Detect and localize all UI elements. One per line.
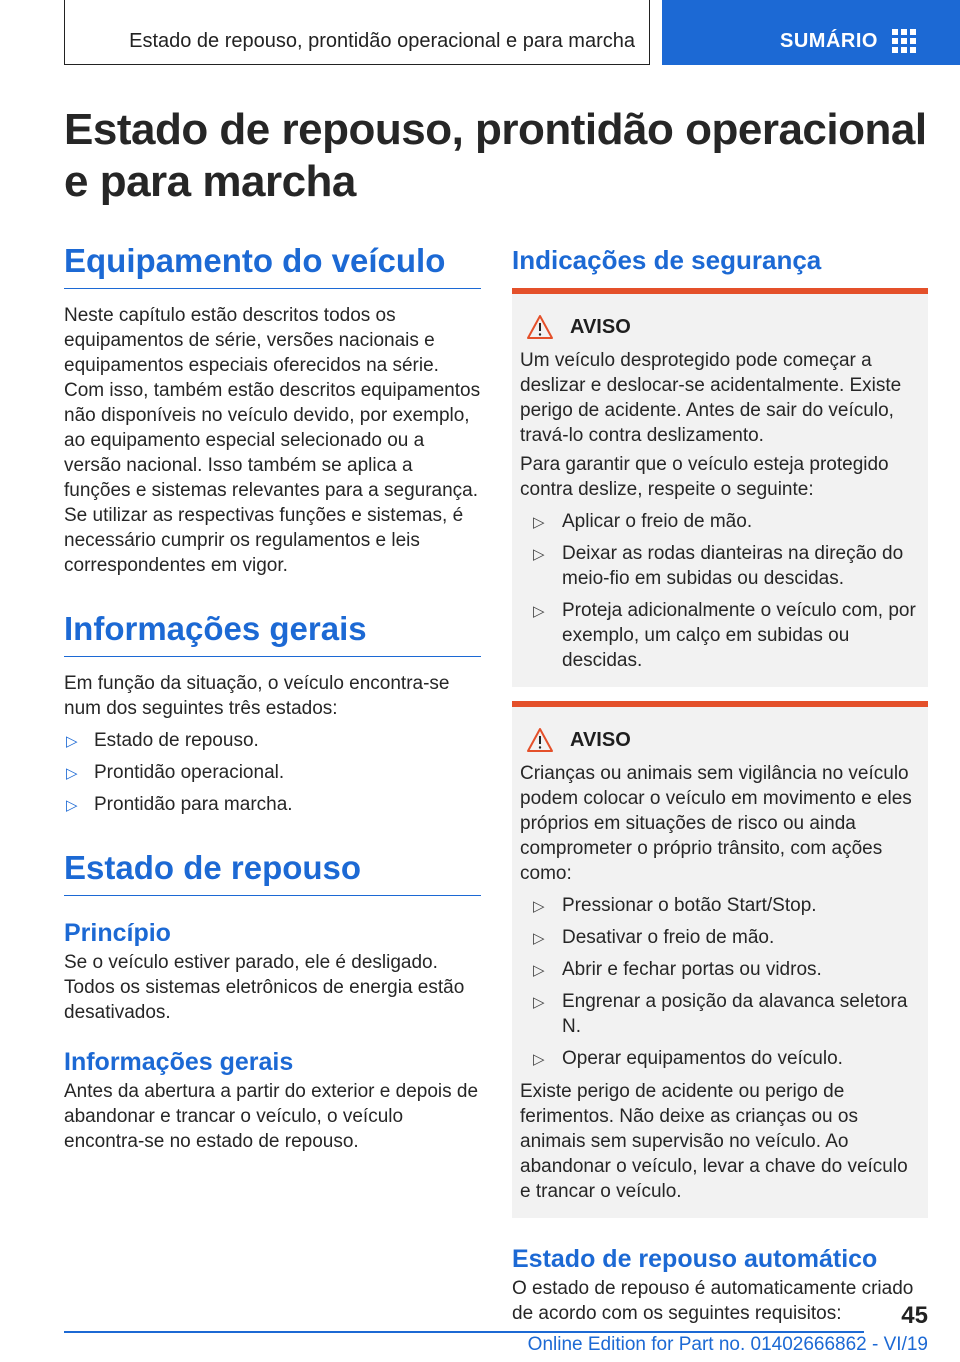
list-item: ▷ Prontidão operacional. (64, 760, 481, 785)
general-info-text: Em função da situação, o veículo encontra-se num dos seguintes três estados: (64, 673, 450, 719)
rest-state-heading: Estado de repouso (64, 847, 481, 896)
footer-edition: Online Edition for Part no. 01402666862 - VI/19 (527, 1334, 928, 1355)
principle-heading: Princípio (64, 919, 171, 947)
warning-title: AVISO (570, 728, 631, 751)
warning-box (512, 288, 928, 687)
warning-outro: Existe perigo de acidente ou perigo de ferimentos. Não deixe as crianças ou os animais sem supervisão no veículo. Ao abandonar o veículo, levar a chave do veículo e trancar o veículo. (520, 1081, 908, 1202)
auto-rest-text: O estado de repouso é automaticamente criado de acordo com os seguintes requisitos: (512, 1278, 914, 1324)
list-item: ▷ Abrir e fechar portas ou vidros. (520, 957, 920, 982)
triangle-bullet-icon: ▷ (533, 514, 545, 531)
general-info-heading: Informações gerais (64, 608, 481, 657)
triangle-bullet-icon: ▷ (66, 797, 78, 814)
triangle-bullet-icon: ▷ (533, 994, 545, 1011)
triangle-bullet-icon: ▷ (66, 733, 78, 750)
list-item: ▷ Engrenar a posição da alavanca seletora N. (533, 991, 908, 1037)
page-title: Estado de repouso, prontidão operacional e para marcha (64, 105, 927, 206)
equipment-heading: Equipamento do veículo (64, 240, 481, 289)
warning-triangle-icon (526, 314, 554, 340)
warning-triangle-icon (526, 727, 554, 753)
auto-rest-heading: Estado de repouso automático (512, 1245, 878, 1273)
triangle-bullet-icon: ▷ (533, 930, 545, 947)
general-heading: Informações gerais (64, 1048, 294, 1076)
triangle-bullet-icon: ▷ (533, 546, 545, 563)
triangle-bullet-icon: ▷ (66, 765, 78, 782)
triangle-bullet-icon: ▷ (533, 898, 545, 915)
list-item: ▷ Estado de repouso. (64, 728, 481, 753)
triangle-bullet-icon: ▷ (533, 1051, 545, 1068)
list-item: ▷ Desativar o freio de mão. (520, 925, 920, 950)
equipment-text: Neste capítulo estão descritos todos os equipamentos de série, versões nacionais e equipamentos especiais oferecidos na série. Com isso, também estão descritos equipamentos não disponíveis no veículo devido, por exemplo, ao equipamento especial selecionado ou a versão nacional. Isso também se aplica a funções e sistemas relevantes para a segurança. Se utilizar as respectivas funções e sistemas, é necessário cumprir os regulamentos e leis correspondentes em vigor. (64, 305, 481, 576)
left-column (64, 240, 481, 1154)
safety-heading: Indicações de segurança (512, 245, 822, 275)
right-column (512, 240, 928, 1326)
warning-box (512, 701, 928, 1218)
list-item: ▷ Prontidão para marcha. (64, 792, 481, 817)
header-section-title: Estado de repouso, prontidão operacional e para marcha (129, 30, 635, 52)
list-item: ▷ Pressionar o botão Start/Stop. (520, 893, 920, 918)
page-number: 45 (901, 1302, 928, 1329)
warning-intro: Para garantir que o veículo esteja protegido contra deslize, respeite o seguinte: (520, 454, 889, 500)
list-item: ▷ Operar equipamentos do veículo. (520, 1046, 920, 1071)
triangle-bullet-icon: ▷ (533, 962, 545, 979)
header-section-box (64, 0, 650, 65)
grid-menu-icon (892, 29, 916, 53)
warning-text: Um veículo desprotegido pode começar a deslizar e deslocar-se acidentalmente. Existe perigo de acidente. Antes de sair do veículo, travá-lo contra deslizamento. (520, 350, 902, 446)
general-text: Antes da abertura a partir do exterior e depois de abandonar e trancar o veículo, o veículo encontra-se no estado de repouso. (64, 1081, 479, 1152)
list-item: ▷ Deixar as rodas dianteiras na direção do meio-fio em subidas ou descidas. (533, 543, 904, 589)
warning-text: Crianças ou animais sem vigilância no veículo podem colocar o veículo em movimento e eles próprios em situações de risco ou ainda comprometer o próprio trânsito, com ações como: (520, 763, 912, 884)
toc-button-label: SUMÁRIO (780, 30, 878, 52)
footer-divider (64, 1331, 864, 1333)
toc-button[interactable] (662, 0, 960, 65)
principle-text: Se o veículo estiver parado, ele é desligado. Todos os sistemas eletrônicos de energia estão desativados. (64, 952, 465, 1023)
list-item: ▷ Aplicar o freio de mão. (520, 509, 920, 534)
triangle-bullet-icon: ▷ (533, 603, 545, 620)
warning-title: AVISO (570, 315, 631, 338)
list-item: ▷ Proteja adicionalmente o veículo com, por exemplo, um calço em subidas ou descidas. (533, 600, 916, 671)
